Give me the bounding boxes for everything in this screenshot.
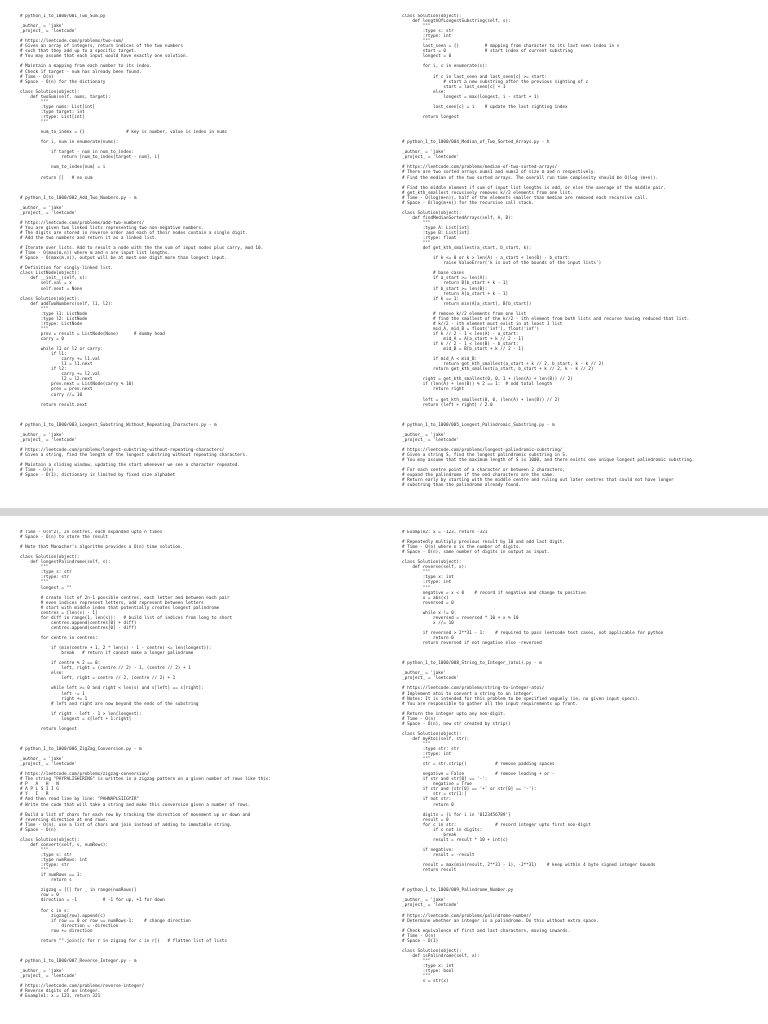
- code-listing: # Example2: x = -123, return -321 # Repeatedly multiply previous result by 10 and add last digit. # Time - O(n) where n is the number of digits. # Space - O(n), same number of digits in output as input. class Solution(object): def reverse(self, x): """ :type x: int :rtype: int """ negative = x < 0 # record if negative and change to positive x = abs(x) reversed = 0 while x != 0: reversed = reversed * 10 + x % 10 x //= 10 if reversed > 2**31 - 1: # required to pass leetcode test cases, not applicable for python return 0 return reversed if not negative else -reversed # python_1_to_1000/008_String_to_Integer_(atoi).py - m _author_ = 'jake' _project_ = 'leetcode' # https://leetcode.com/problems/string-to-integer-atoi/ # Implement atoi to convert a string to an integer. # Notes: It is intended for this problem to be specified vaguely (ie, no given input specs). # You are responsible to gather all the input requirements up front. # Return the integer upto any non-digit. # Time - O(n) # Space - O(n), new str created by strip() class Solution(object): def myAtoi(self, str): """ :type str: str :rtype: int """ str = str.strip() # remove padding spaces negative = False # remove leading + or - if str and str[0] == '-': negative = True if str and (str[0] == '+' or str[0] == '-'): str = str[1:] if not str: return 0 digits = {i for i in '0123456789'} result = 0 for c in str: # record integer upto first non-digit if c not in digits: break result = result * 10 + int(c) if negative: result = -result result = max(min(result, 2**31 - 1), -2**31) # keep within 4 byte signed integer bounds return result # python_1_to_1000/009_Palindrome_Number.py _author_ = 'jake' _project_ = 'leetcode' # https://leetcode.com/problems/palindrome-number/ # Determine whether an integer is a palindrome. Do this without extra space. # Check equivalence of first and last characters, moving inwards. # Time - O(n) # Space - O(1) class Solution(object): def isPalindrome(self, x): """ :type x: int :rtype: bool """ s = str(x): [402, 530, 664, 985]
- page-2-left-column: [20, 530, 366, 1020]
- page-2-right-column: [402, 530, 748, 1020]
- code-listing: # python_1_to_1000/001_Two_Sum.py _author_ = 'jake' _project_ = 'leetcode' # https://leetcode.com/problems/two-sum/ # Given an array of integers, return indices of the two numbers # such that they add up to a specific target. # You may assume that each input would have exactly one solution. # Maintain a mapping from each number to its index. # Check if target - num has already been found. # Time - O(n) # Space - O(n) for the dictionary class Solution(object): def twoSum(self, nums, target): """ :type nums: List[int] :type target: int :rtype: List[int] """ num_to_index = {} # key is number, value is index in nums for i, num in enumerate(nums): if target - num in num_to_index: return [num_to_index[target - num], i] num_to_index[num] = i return [] # no sum # python_1_to_1000/002_Add_Two_Numbers.py - m _author_ = 'jake' _project_ = 'leetcode' # https://leetcode.com/problems/add-two-numbers/ # You are given two linked lists representing two non-negative numbers. # The digits are stored in reverse order and each of their nodes contain a single digit. # Add the two numbers and return it as a linked list. # Iterate over lists. Add to result a node with the the sum of input nodes plus carry, mod 10. # Time - O(max(m,n)) where m and n are input list lengths. # Space - O(max(m,n)), output will be at most one digit more than longest input. # Definition for singly-linked list. class ListNode(object): def __init__(self, x): self.val = x self.next = None class Solution(object): def addTwoNumbers(self, l1, l2): """ :type l1: ListNode :type l2: ListNode :rtype: ListNode """ prev = result = ListNode(None) # dummy head carry = 0 while l1 or l2 or carry: if l1: carry += l1.val l1 = l1.next if l2: carry += l2.val l2 = l2.next prev.next = ListNode(carry % 10) prev = prev.next carry //= 10 return result.next # python_1_to_1000/003_Longest_Substring_Without_Repeating_Characters.py - m _author_ = 'jake' _project_ = 'leetcode' # https://leetcode.com/problems/longest-substring-without-repeating-characters/ # Given a string, find the length of the longest substring without repeating characters. # Maintain a sliding window, updating the start whenever we see a character repeated. # Time - O(n) # Space - O(1), dictionary is limited by fixed size alphabet: [20, 14, 264, 479]
- page-1-left-column: [20, 14, 366, 504]
- page-1-right-column: [402, 14, 748, 504]
- code-listing: class Solution(object): def lengthOfLongestSubstring(self, s): """ :type s: str :rtype: int """ last_seen = {} # mapping from character to its last seen index in s start = 0 # start index of current substring longest = 0 for i, c in enumerate(s): if c in last_seen and last_seen[c] >= start: # start a new substring after the previous sighting of c start = last_seen[c] + 1 else: longest = max(longest, i - start + 1) last_seen[c] = i # update the last sighting index return longest # python_1_to_1000/004_Median_of_Two_Sorted_Arrays.py - h _author_ = 'jake' _project_ = 'leetcode' # https://leetcode.com/problems/median-of-two-sorted-arrays/ # There are two sorted arrays nums1 and nums2 of size m and n respectively. # Find the median of the two sorted arrays. The overall run time complexity should be O(log (m+n)). # Find the middle element if sum of input list lengths is odd, or else the average of the middle pair. # get_kth_smallest recusively removes k//2 elements from one list. # Time - O(log(m+n)), half of the elements smaller than median are removed each recursive call. # Space - O(log(m+n)) for the recursive call stack. class Solution(object): def findMedianSortedArrays(self, A, B): """ :type A: List[int] :type B: List[int] :rtype: float """ def get_kth_smallest(a_start, b_start, k): if k <= 0 or k > len(A) - a_start + len(B) - b_start: raise ValueError('k is out of the bounds of the input lists') # base cases if a_start >= len(A): return B[b_start + k - 1] if b_start >= len(B): return A[a_start + k - 1] if k == 1: return min(A[a_start], B[b_start]) # remove k//2 elements from one list # find the smallest of the k//2 - ith element from both lists and recurse having reduced that list. # k//2 - ith element must exist in at least 1 list mid_A, mid_B = float('inf'), float('inf') if k // 2 - 1 < len(A) - a_start: mid_A = A[a_start + k // 2 - 1] if k // 2 - 1 < len(B) - b_start: mid_B = B[b_start + k // 2 - 1] if mid_A < mid_B: return get_kth_smallest(a_start + k // 2, b_start, k - k // 2) return get_kth_smallest(a_start, b_start + k // 2, k - k // 2) right = get_kth_smallest(0, 0, 1 + (len(A) + len(B)) // 2) if (len(A) + len(B)) % 2 == 1: # odd total length return right left = get_kth_smallest(0, 0, (len(A) + len(B)) // 2) return (left + right) / 2.0 # python_1_to_1000/005_Longest_Palindromic_Substring.py - m _author_ = 'jake' _project_ = 'leetcode' # https://leetcode.com/problems/longest-palindromic-substring/ # Given a string S, find the longest palindromic substring in S. # You may assume that the maximum length of S is 1000, and there exists one unique longest palindromic substring. # For each centre point of a character or between 2 characters, # expand the palindrome if the end characters are the same. # Return early by starting with the middle centre and ruling out later centres that could not have longer # substring than the palindrome already found.: [402, 14, 695, 489]
- document-page-1: [0, 0, 768, 508]
- code-listing: # Time - O(n^2), 2n centres, each expanded upto n times # Space - O(n) to store the result # Note that Manacher's algorithm provides a O(n) time solution. class Solution(object): def longestPalindrome(self, s): """ :type s: str :rtype: str """ longest = "" # create list of 2n-1 possible centres, each letter and between each pair # even indices represent letters, odd represent between letters # start with middle index that potentially creates longest palindrome centres = [len(s) - 1] for diff in range(1, len(s)): # build list of indices from long to short centres.append(centres[0] + diff) centres.append(centres[0] - diff) for centre in centres: if (min(centre + 1, 2 * len(s) - 1 - centre) <= len(longest)): break # return if cannot make a longer palindrome if centre % 2 == 0: left, right = (centre // 2) - 1, (centre // 2) + 1 else: left, right = centre // 2, (centre // 2) + 1 while left >= 0 and right < len(s) and s[left] == s[right]: left -= 1 right += 1 # left and right are now beyond the ends of the substring if right - left - 1 > len(longest): longest = s[left + 1:right] return longest # python_1_to_1000/006_ZigZag_Conversion.py - m _author_ = 'jake' _project_ = 'leetcode' # https://leetcode.com/problems/zigzag-conversion/ # The string "PAYPALISHIRING" is written in a zigzag pattern on a given number of rows like this: # P A H N # A P L S I I G # Y I R # And then read line by line: "PAHNAPLSIIGYIR" # Write the code that will take a string and make this conversion given a number of rows. # Build a list of chars for each row by tracking the direction of movement up or down and # reversing direction at end rows. # Time - O(n), use a list of chars and join instead of adding to immutable string. # Space - O(n) class Solution(object): def convert(self, s, numRows): """ :type s: str :type numRows: int :rtype: str """ if numRows == 1: return s zigzag = [[] for _ in range(numRows)] row = 0 direction = -1 # -1 for up, +1 for down for c in s: zigzag[row].append(c) if row == 0 or row == numRows-1: # change direction direction = -direction row += direction return "".join([c for r in zigzag for c in r]) # flatten list of lists # python_1_to_1000/007_Reverse_Integer.py - m _author_ = 'jake' _project_ = 'leetcode' # https://leetcode.com/problems/reverse-integer/ # Reverse digits of an integer. # Example1: x = 123, return 321: [20, 530, 271, 1000]
- document-page-2: [0, 516, 768, 1024]
